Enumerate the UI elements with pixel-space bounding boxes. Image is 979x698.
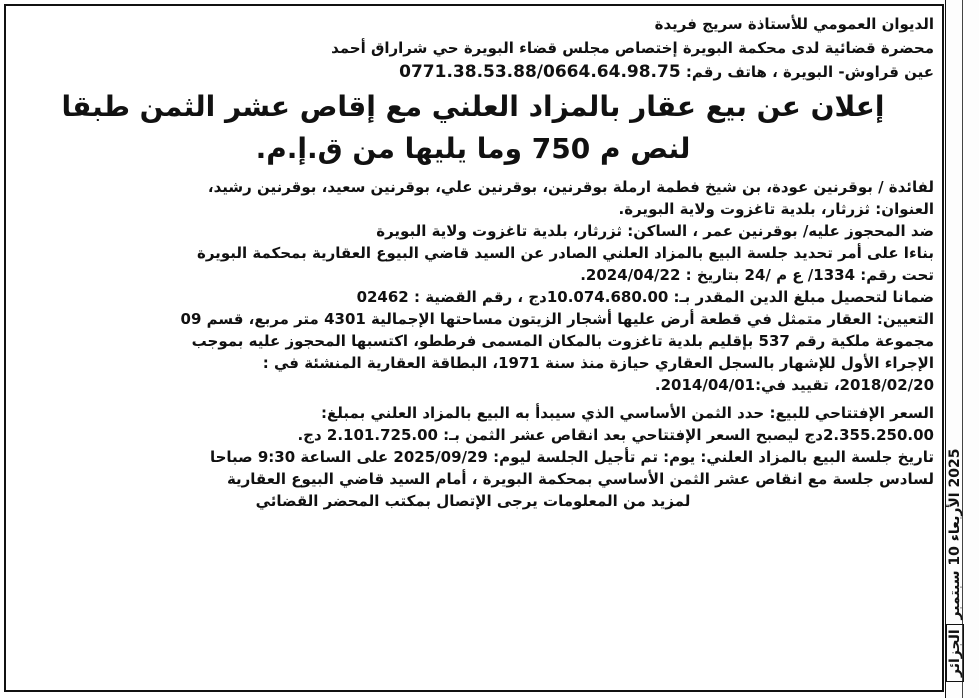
notice-body <box>12 176 934 512</box>
designation-line-3: الإجراء الأول للإشهار بالسجل العقاري حيازة منذ سنة 1971، البطاقة العقارية المنشئة في : <box>262 354 934 372</box>
issue-year: 2025 <box>947 448 963 488</box>
court-order-line-1: بناءا على أمر تحديد جلسة البيع بالمزاد العلني الصادر عن السيد قاضي البيوع العقارية بمحكمة البويرة <box>197 244 934 262</box>
session-date-line-2: لسادس جلسة مع انقاص عشر الثمن الأساسي بمحكمة البويرة ، أمام السيد قاضي البيوع العقارية <box>226 470 934 488</box>
announcement-frame <box>4 4 944 692</box>
designation-line-2: مجموعة ملكية رقم 537 بإقليم بلدية تاغزوت بالمكان المسمى فرططو، اكتسبها المحجوز عليه بموجب <box>191 332 934 350</box>
designation-line-4: 2018/02/20، تقييد في:2014/04/01. <box>654 376 934 394</box>
notice-title <box>12 86 934 170</box>
newspaper-name: الجزائر <box>946 624 964 682</box>
address-text: عين قراوش- البويرة ، هاتف رقم: <box>685 63 934 81</box>
phone-numbers: 0771.38.53.88/0664.64.98.75 <box>399 62 681 82</box>
opening-price-line-2: 2.355.250.00دج ليصبح السعر الإفتتاحي بعد انقاص عشر الثمن بـ: 2.101.725.00 دج. <box>297 426 934 444</box>
contact-line: لمزيد من المعلومات يرجى الإتصال بمكتب المحضر القضائي <box>255 492 691 510</box>
court-line: محضرة قضائية لدى محكمة البويرة إختصاص مجلس قضاء البويرة حي شراراق أحمد <box>331 39 934 57</box>
issue-date: الأربعاء 10 سبتمبر <box>947 492 963 620</box>
seized-party: ضد المحجوز عليه/ بوقرنين عمر ، الساكن: ثزرثار، بلدية تاغزوت ولاية البويرة <box>376 222 934 240</box>
title-line-2: لنص م 750 وما يليها من ق.إ.م. <box>255 132 691 165</box>
court-order-line-2: تحت رقم: 1334/ ع م /24 بتاريخ : 2024/04/22. <box>580 266 934 284</box>
legal-notice <box>12 12 934 512</box>
title-line-1: إعلان عن بيع عقار بالمزاد العلني مع إقاص عشر الثمن طبقا <box>61 90 885 123</box>
address-line <box>12 60 934 84</box>
session-date-line-1: تاريخ جلسة البيع بالمزاد العلني: يوم: تم تأجيل الجلسة ليوم: 2025/09/29 على الساعة 9:30 صباحا <box>209 448 934 466</box>
issue-date-label <box>947 449 963 690</box>
beneficiaries-address: العنوان: ثزرثار، بلدية تاغزوت ولاية البويرة. <box>618 200 934 218</box>
designation-line-1: التعيين: العقار متمثل في قطعة أرض عليها أشجار الزيتون مساحتها الإجمالية 4301 متر مربع، قسم 09 <box>180 310 934 328</box>
debt-amount: ضمانا لتحصيل مبلغ الدين المقدر بـ: 10.074.680.00دج ، رقم القضية : 02462 <box>356 288 934 306</box>
opening-price-line-1: السعر الإفتتاحي للبيع: حدد الثمن الأساسي الذي سيبدأ به البيع بالمزاد العلني بمبلغ: <box>321 404 934 422</box>
office-name: الديوان العمومي للأستاذة سريج فريدة <box>654 15 934 33</box>
newspaper-margin <box>945 0 979 698</box>
beneficiaries: لفائدة / بوقرنين عودة، بن شيخ فطمة ارملة بوقرنين، بوقرنين علي، بوقرنين سعيد، بوقرنين رشيد، <box>207 178 934 196</box>
